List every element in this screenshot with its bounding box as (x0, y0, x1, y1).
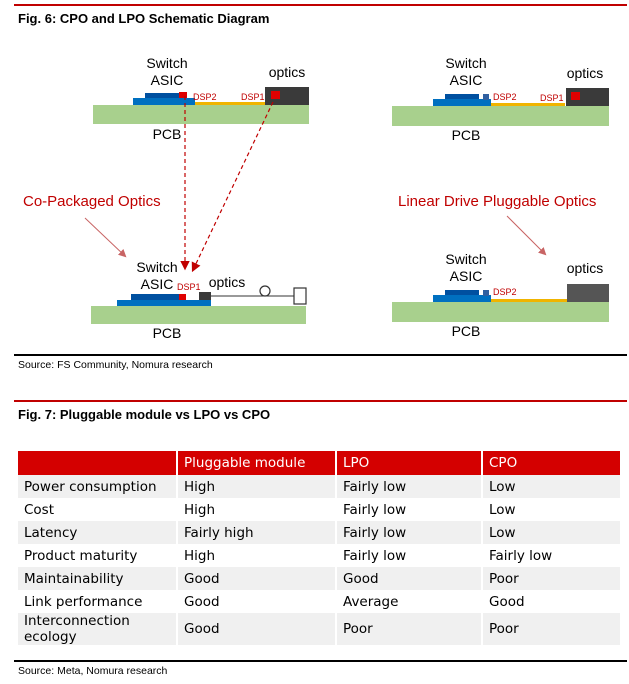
asic-label: ASIC (449, 72, 483, 88)
fig7-bottom-rule (14, 660, 627, 662)
dsp1-chip (271, 91, 280, 99)
cpo-caption-arrow (85, 218, 125, 256)
fig6-top-rule (14, 4, 627, 6)
fig6-title: Fig. 6: CPO and LPO Schematic Diagram (18, 11, 270, 26)
dsp2-chip (179, 92, 187, 98)
pcb-board (93, 105, 309, 124)
diagram-cpo (91, 259, 306, 341)
cell-cpo: Low (482, 498, 620, 521)
fig7-source: Source: Meta, Nomura research (18, 665, 168, 677)
cell-cpo: Fairly low (482, 544, 620, 567)
diagram-pluggable-right (392, 55, 609, 143)
lpo-caption-arrow (507, 216, 545, 254)
cell-lpo: Fairly low (336, 475, 482, 498)
header-lpo: LPO (336, 451, 482, 475)
dsp1-label: DSP1 (177, 282, 201, 292)
fig7-title: Fig. 7: Pluggable module vs LPO vs CPO (18, 407, 271, 422)
table-row (18, 613, 620, 645)
optics-label: optics (566, 65, 604, 81)
table-row (18, 475, 620, 498)
cell-cpo: Low (482, 521, 620, 544)
table-row (18, 521, 620, 544)
switch-label: Switch (136, 259, 178, 275)
cell-metric: Interconnection ecology (18, 613, 177, 645)
cell-cpo: Low (482, 475, 620, 498)
switch-label: Switch (146, 55, 188, 71)
cell-lpo: Average (336, 590, 482, 613)
asic-chip (131, 294, 179, 300)
comparison-table (18, 451, 620, 645)
table-row (18, 590, 620, 613)
switch-label: Switch (445, 251, 487, 267)
dsp1-label: DSP1 (241, 92, 265, 102)
dsp1-label: DSP1 (540, 93, 564, 103)
cell-cpo: Good (482, 590, 620, 613)
pcb-label: PCB (152, 126, 182, 142)
header-metric (18, 451, 177, 475)
cell-pluggable: Good (177, 613, 336, 645)
fig6-bottom-rule (14, 354, 627, 356)
cell-metric: Latency (18, 521, 177, 544)
switch-label: Switch (445, 55, 487, 71)
cell-metric: Power consumption (18, 475, 177, 498)
cell-pluggable: Good (177, 567, 336, 590)
cpo-caption: Co-Packaged Optics (23, 193, 161, 210)
cell-metric: Maintainability (18, 567, 177, 590)
asic-chip (145, 93, 179, 98)
cell-metric: Cost (24, 501, 55, 518)
cell-lpo: Fairly low (336, 544, 482, 567)
cell-pluggable: High (177, 498, 336, 521)
dsp1-move-arrow (193, 102, 273, 270)
cpo-lpo-schematic (15, 30, 627, 352)
asic-substrate (433, 295, 491, 302)
asic-substrate (133, 98, 195, 105)
cell-metric: Product maturity (24, 547, 138, 564)
cell-pluggable: Good (177, 590, 336, 613)
dsp1-chip (179, 294, 186, 300)
asic-label: ASIC (150, 72, 184, 88)
electrical-trace (491, 299, 567, 302)
asic-label: ASIC (449, 268, 483, 284)
fiber-loop (260, 286, 270, 296)
table-row (18, 498, 620, 521)
fiber-connector (294, 288, 306, 304)
diagram-lpo (392, 251, 609, 339)
asic-substrate (433, 99, 491, 106)
dsp2-chip (483, 94, 489, 100)
cell-lpo: Fairly low (336, 498, 482, 521)
optics-engine (199, 292, 211, 300)
cell-cpo: Poor (482, 567, 620, 590)
optics-label: optics (566, 260, 604, 276)
table-header-row (18, 451, 620, 475)
pcb-board (392, 106, 609, 126)
fig7-top-rule (14, 400, 627, 402)
optics-label: optics (208, 274, 246, 290)
fig6-source: Source: FS Community, Nomura research (18, 359, 213, 371)
pcb-label: PCB (152, 325, 182, 341)
cell-lpo: Good (336, 567, 482, 590)
dsp2-label: DSP2 (493, 92, 517, 102)
cell-pluggable: High (177, 544, 336, 567)
pcb-board (91, 306, 306, 324)
pcb-label: PCB (451, 127, 481, 143)
asic-chip (445, 290, 479, 295)
dsp2-chip (483, 290, 489, 296)
electrical-trace (491, 103, 565, 106)
electrical-trace (195, 102, 265, 105)
optics-module (567, 284, 609, 302)
dsp1-chip (571, 92, 580, 100)
table-row (18, 567, 620, 590)
optics-label: optics (268, 64, 306, 80)
cell-pluggable: Fairly high (177, 521, 336, 544)
cell-lpo: Poor (336, 613, 482, 645)
cell-cpo: Poor (482, 613, 620, 645)
pcb-label: PCB (451, 323, 481, 339)
asic-label: ASIC (140, 276, 174, 292)
package-substrate (117, 300, 211, 306)
cell-pluggable: High (177, 475, 336, 498)
pcb-board (392, 302, 609, 322)
table-row (18, 544, 620, 567)
header-pluggable: Pluggable module (177, 451, 336, 475)
header-cpo: CPO (482, 451, 620, 475)
dsp2-label: DSP2 (493, 287, 517, 297)
cell-metric: Link performance (24, 593, 143, 610)
asic-chip (445, 94, 479, 99)
dsp2-label: DSP2 (193, 92, 217, 102)
diagram-pluggable-left (93, 55, 309, 142)
lpo-caption: Linear Drive Pluggable Optics (398, 193, 597, 210)
cell-lpo: Fairly low (336, 521, 482, 544)
